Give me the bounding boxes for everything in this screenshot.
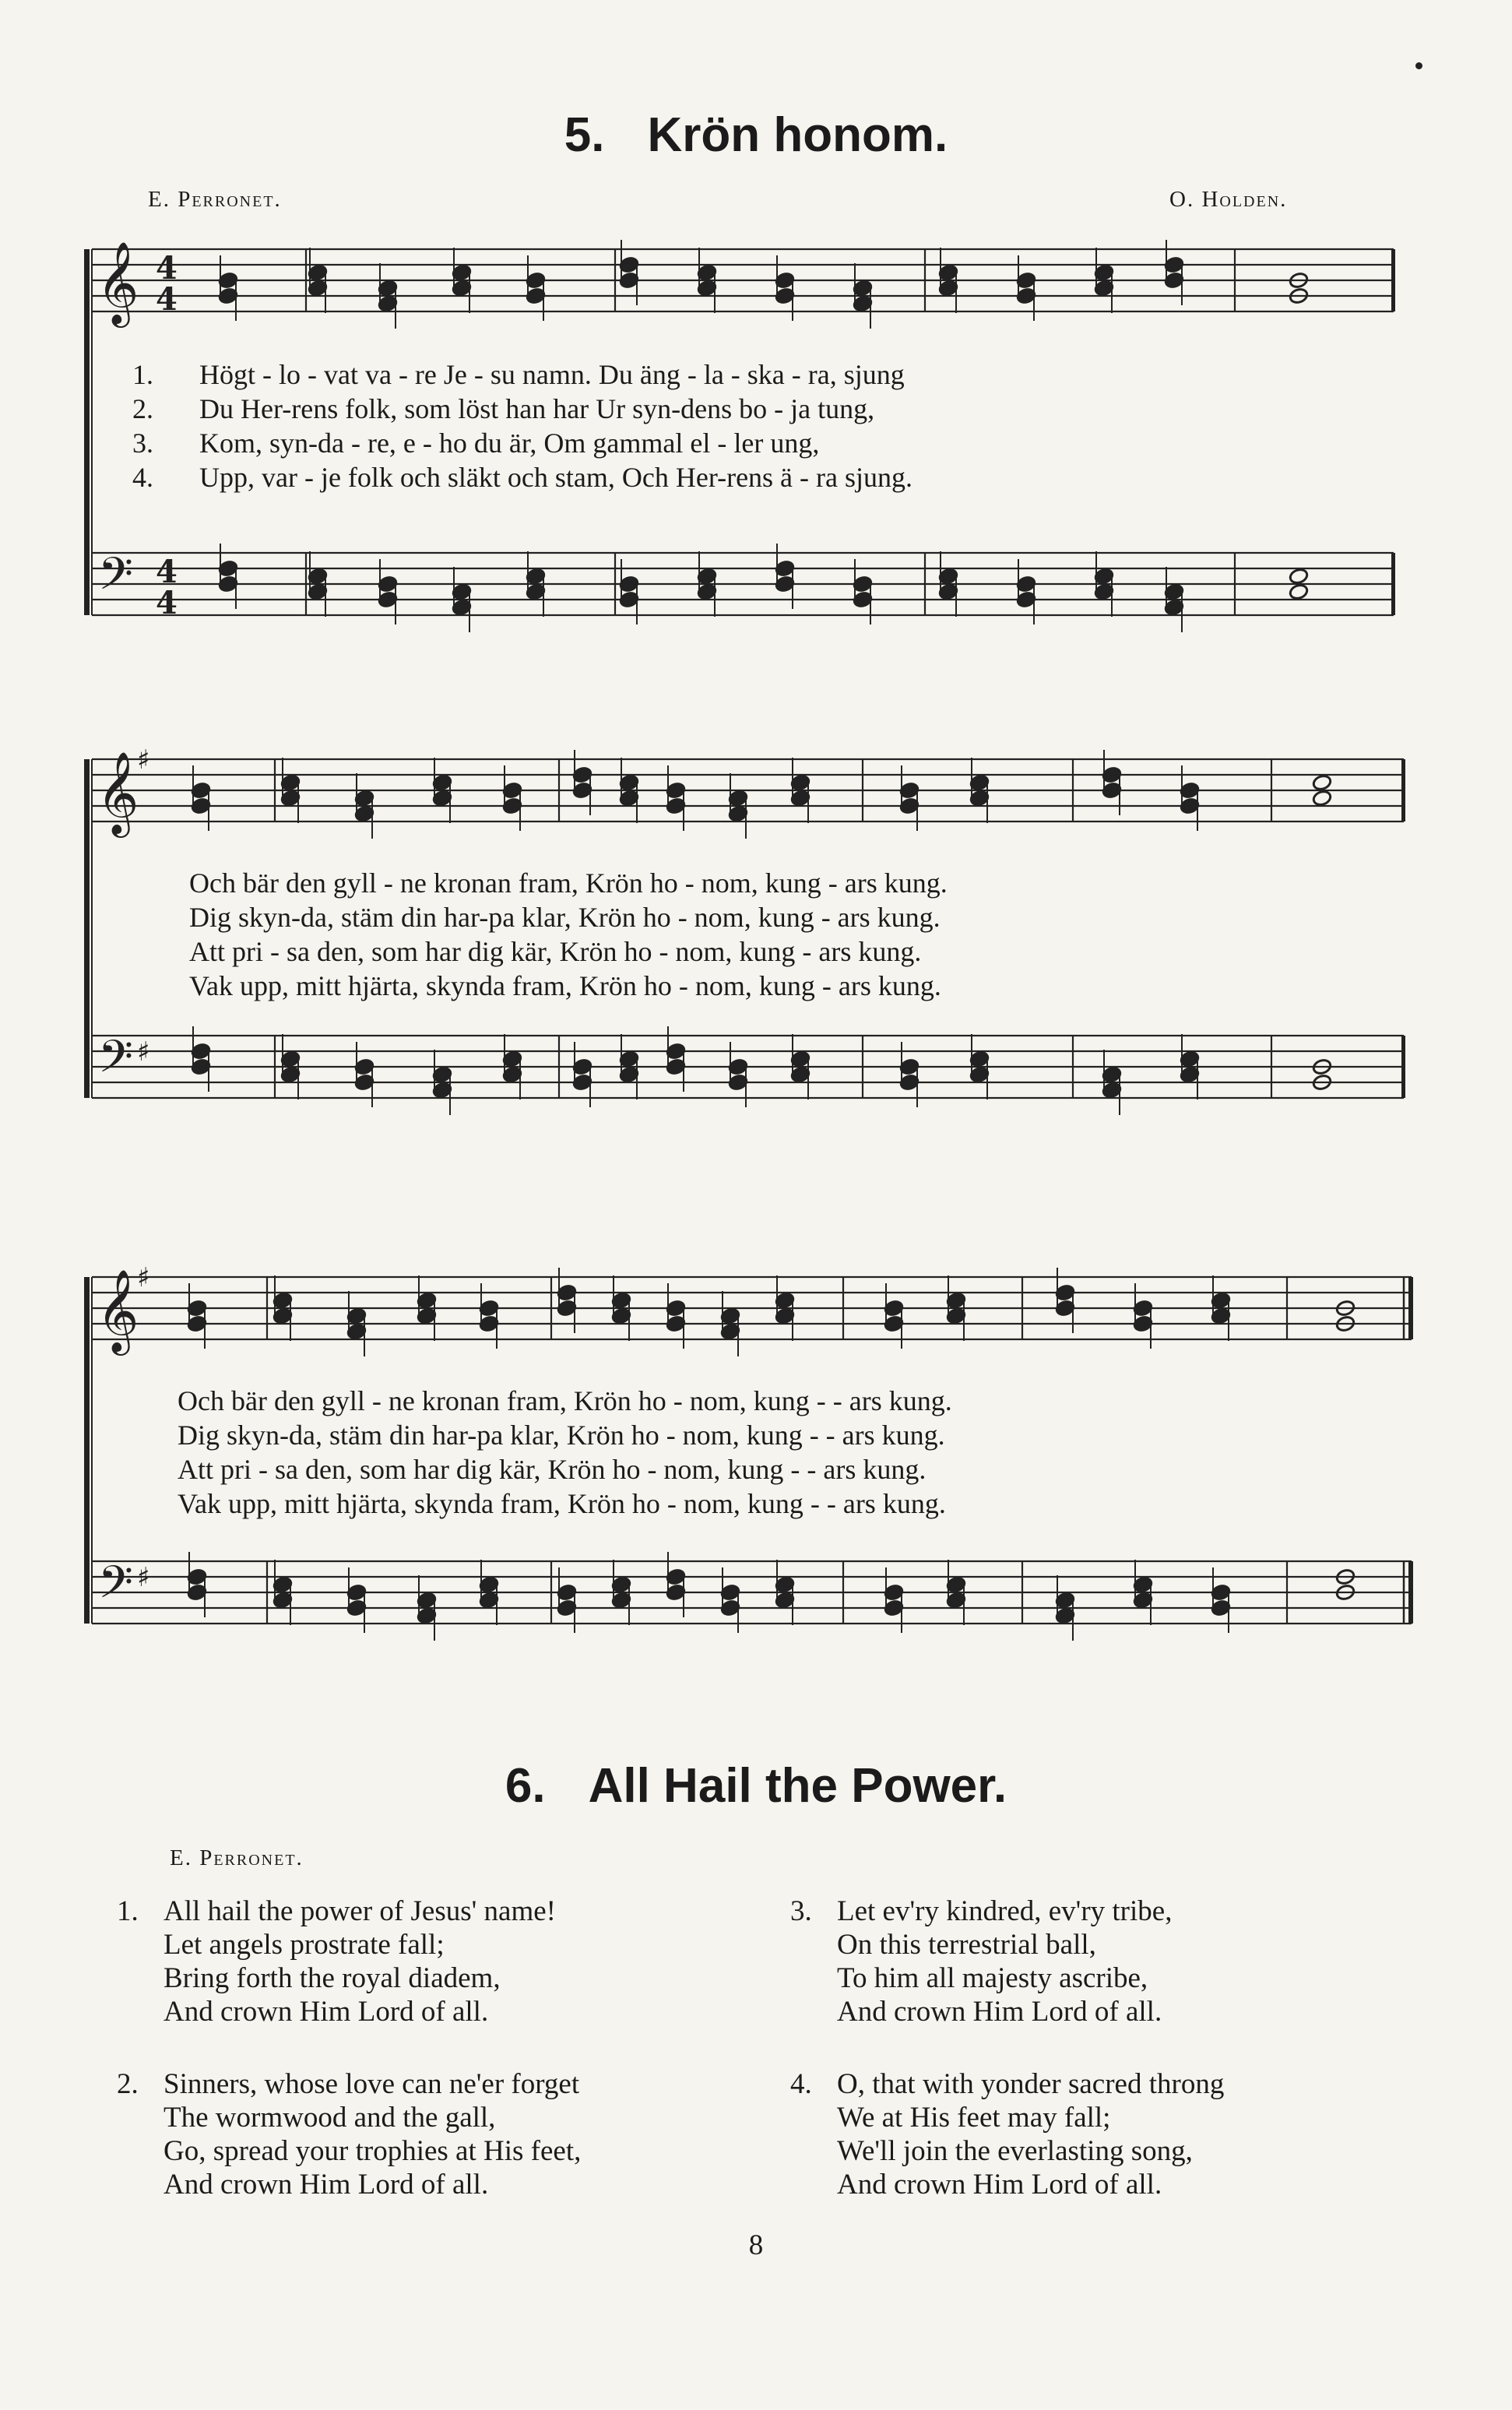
hymn6-number: 6. <box>505 1759 546 1813</box>
lyric-text: Vak upp, mitt hjärta, skynda fram, Krön ho - nom, kung - - ars kung. <box>178 1488 946 1519</box>
sharp-icon: ♯ <box>137 1562 150 1593</box>
verse-line: To him all majesty ascribe, <box>837 1962 1148 1994</box>
hymn6-author: E. Perronet. <box>170 1845 304 1870</box>
hymn5-title-text: Krön honom. <box>647 108 948 162</box>
end-barline <box>1401 1036 1405 1098</box>
lyric-text: Du Her-rens folk, som löst han har Ur syn-dens bo - ja tung, <box>199 393 875 424</box>
verse-line: All hail the power of Jesus' name! <box>164 1895 556 1927</box>
end-barline <box>1391 249 1395 311</box>
verse-number: 2. <box>132 393 153 424</box>
verse-line: Let ev'ry kindred, ev'ry tribe, <box>837 1895 1173 1927</box>
end-barline <box>1401 759 1405 822</box>
bass-clef-icon: 𝄢 <box>98 1556 134 1620</box>
end-barline <box>1391 553 1395 615</box>
verse-line: And crown Him Lord of all. <box>164 2169 489 2201</box>
time-signature-treble-top: 4 <box>156 250 178 287</box>
lyric-text: Upp, var - je folk och släkt och stam, Och Her-rens ä - ra sjung. <box>199 462 912 493</box>
lyric-text: Att pri - sa den, som har dig kär, Krön ho - nom, kung - - ars kung. <box>178 1454 927 1485</box>
treble-clef-icon: 𝄞 <box>97 1268 139 1352</box>
bass-clef-icon: 𝄢 <box>98 1030 134 1094</box>
verse-line: On this terrestrial ball, <box>837 1929 1096 1961</box>
music-system-3 <box>84 1254 1408 1659</box>
verse-line: The wormwood and the gall, <box>164 2102 496 2134</box>
lyric-text: Dig skyn-da, stäm din har-pa klar, Krön ho - nom, kung - - ars kung. <box>178 1420 945 1451</box>
verse-line: Sinners, whose love can ne'er forget <box>164 2068 580 2100</box>
verse-line: Let angels prostrate fall; <box>164 1929 445 1961</box>
sharp-icon: ♯ <box>137 1036 150 1068</box>
bass-note <box>1289 568 1309 586</box>
treble-note <box>1312 774 1332 792</box>
hymn6-title <box>0 1758 1512 1814</box>
verse-number: 1. <box>132 359 153 390</box>
hymn5-author: E. Perronet. <box>148 187 282 212</box>
treble-note <box>1312 790 1332 807</box>
lyric-text: Och bär den gyll - ne kronan fram, Krön ho - nom, kung - ars kung. <box>189 867 948 899</box>
verse-line: Bring forth the royal diadem, <box>164 1962 501 1994</box>
page-number: 8 <box>748 2229 764 2261</box>
verse-lines <box>164 1895 556 2028</box>
verse-number: 3. <box>132 427 153 459</box>
verse-line: O, that with yonder sacred throng <box>837 2068 1225 2100</box>
verse-line: And crown Him Lord of all. <box>164 1996 489 2028</box>
lyric-text: Vak upp, mitt hjärta, skynda fram, Krön ho - nom, kung - ars kung. <box>189 970 941 1001</box>
hymn6-verses <box>117 1895 1440 2206</box>
verse-number: 4. <box>132 462 153 493</box>
hymn6-title-text: All Hail the Power. <box>588 1759 1007 1813</box>
lyric-text: Dig skyn-da, stäm din har-pa klar, Krön ho - nom, kung - ars kung. <box>189 902 941 933</box>
bass-note <box>1289 583 1309 601</box>
hymn5-number: 5. <box>564 108 605 162</box>
treble-clef-icon: 𝄞 <box>97 241 139 324</box>
treble-clef-icon: 𝄞 <box>97 751 139 834</box>
ink-speck <box>1415 62 1422 69</box>
verse-line: Go, spread your trophies at His feet, <box>164 2135 582 2167</box>
lyric-text: Kom, syn-da - re, e - ho du är, Om gammal el - ler ung, <box>199 427 820 459</box>
time-signature-bass-bottom: 4 <box>156 585 178 621</box>
verse-line: We at His feet may fall; <box>837 2102 1111 2134</box>
verse-line: And crown Him Lord of all. <box>837 2169 1162 2201</box>
verse-lines <box>837 2067 1224 2201</box>
verse-number: 2. <box>117 2068 139 2100</box>
music-system-1 <box>84 234 1408 639</box>
final-barline <box>1408 1561 1413 1624</box>
system-bracket <box>84 1277 90 1624</box>
verse-number: 4. <box>790 2068 812 2100</box>
bass-clef-icon: 𝄢 <box>98 547 134 611</box>
verse-line: We'll join the everlasting song, <box>837 2135 1193 2167</box>
hymn5-composer: O. Holden. <box>1169 187 1288 212</box>
verse-number: 1. <box>117 1895 139 1927</box>
sharp-icon: ♯ <box>137 744 150 776</box>
system-bracket <box>84 249 90 615</box>
verse-line: And crown Him Lord of all. <box>837 1996 1162 2028</box>
music-system-2 <box>84 736 1408 1141</box>
lyric-text: Och bär den gyll - ne kronan fram, Krön ho - nom, kung - - ars kung. <box>178 1385 952 1416</box>
time-signature-treble-bottom: 4 <box>156 281 178 318</box>
sharp-icon: ♯ <box>137 1262 150 1293</box>
verse-lines <box>164 2067 581 2201</box>
hymn5-title <box>0 107 1512 163</box>
final-barline <box>1408 1277 1413 1339</box>
lyric-text: Att pri - sa den, som har dig kär, Krön ho - nom, kung - ars kung. <box>189 936 922 967</box>
verse-lines <box>837 1895 1172 2028</box>
system-bracket <box>84 759 90 1098</box>
verse-number: 3. <box>790 1895 812 1927</box>
lyric-text: Högt - lo - vat va - re Je - su namn. Du äng - la - ska - ra, sjung <box>199 359 905 390</box>
time-signature-bass-top: 4 <box>156 554 178 590</box>
